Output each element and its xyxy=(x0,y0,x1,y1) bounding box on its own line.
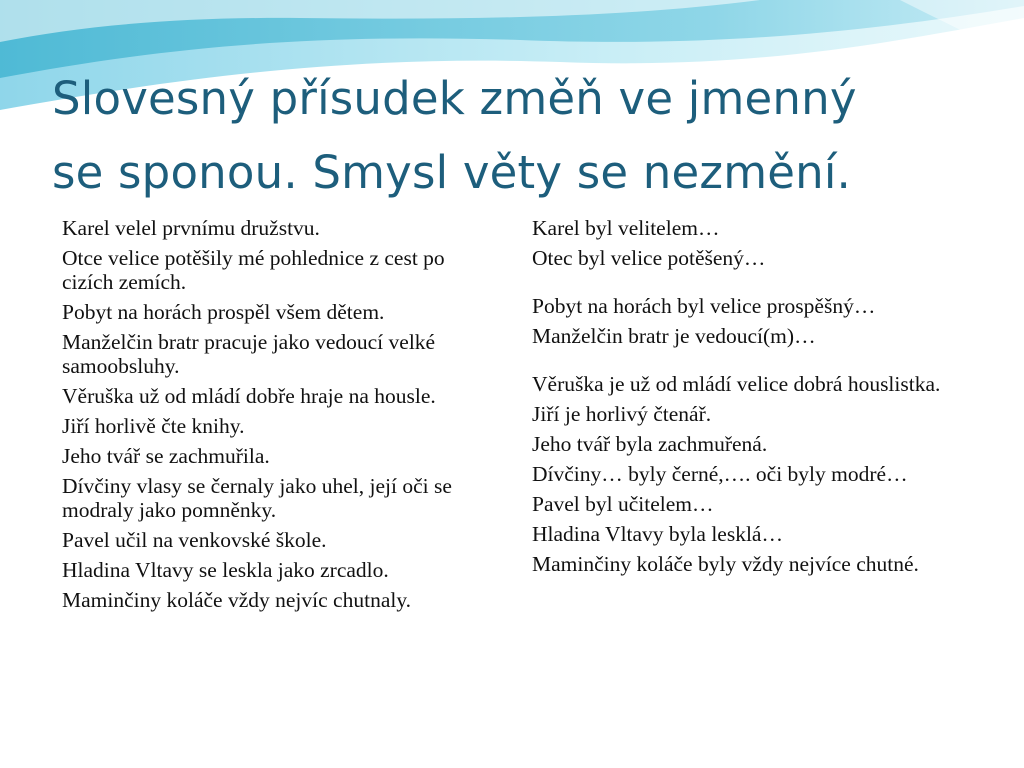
slide-title xyxy=(52,62,1002,210)
list-item: Věruška už od mládí dobře hraje na housle. xyxy=(62,384,436,408)
list-item: Maminčiny koláče vždy nejvíc chutnaly. xyxy=(62,588,412,612)
list-item: Dívčiny… byly černé,…. oči byly modré… xyxy=(532,462,908,486)
original-sentences-list xyxy=(62,216,492,618)
list-item: Pavel učil na venkovské škole. xyxy=(62,528,327,552)
title-line-1: Slovesný přísudek změň ve jmenný xyxy=(52,72,857,125)
list-item: Maminčiny koláče byly vždy nejvíce chutné. xyxy=(532,552,919,576)
list-item: Jeho tvář se zachmuřila. xyxy=(62,444,270,468)
list-item: Karel byl velitelem… xyxy=(532,216,720,240)
list-item: Manželčin bratr pracuje jako vedoucí velké samoobsluhy. xyxy=(62,330,436,378)
list-item: Jeho tvář byla zachmuřená. xyxy=(532,432,768,456)
list-item: Jiří horlivě čte knihy. xyxy=(62,414,245,438)
list-item: Pobyt na horách byl velice prospěšný… xyxy=(532,294,876,318)
title-line-2: se sponou. Smysl věty se nezmění. xyxy=(52,146,852,199)
list-item: Pobyt na horách prospěl všem dětem. xyxy=(62,300,385,324)
list-item: Manželčin bratr je vedoucí(m)… xyxy=(532,324,816,348)
list-item: Věruška je už od mládí velice dobrá houslistka. xyxy=(532,372,941,396)
list-item: Otec byl velice potěšený… xyxy=(532,246,766,270)
list-item: Hladina Vltavy se leskla jako zrcadlo. xyxy=(62,558,389,582)
list-item: Dívčiny vlasy se černaly jako uhel, její oči se modraly jako pomněnky. xyxy=(62,474,452,522)
list-item: Otce velice potěšily mé pohlednice z cest po cizích zemích. xyxy=(62,246,445,294)
list-item: Jiří je horlivý čtenář. xyxy=(532,402,712,426)
list-item: Hladina Vltavy byla lesklá… xyxy=(532,522,783,546)
list-item: Karel velel prvnímu družstvu. xyxy=(62,216,320,240)
list-item: Pavel byl učitelem… xyxy=(532,492,714,516)
transformed-sentences-list xyxy=(532,216,972,582)
